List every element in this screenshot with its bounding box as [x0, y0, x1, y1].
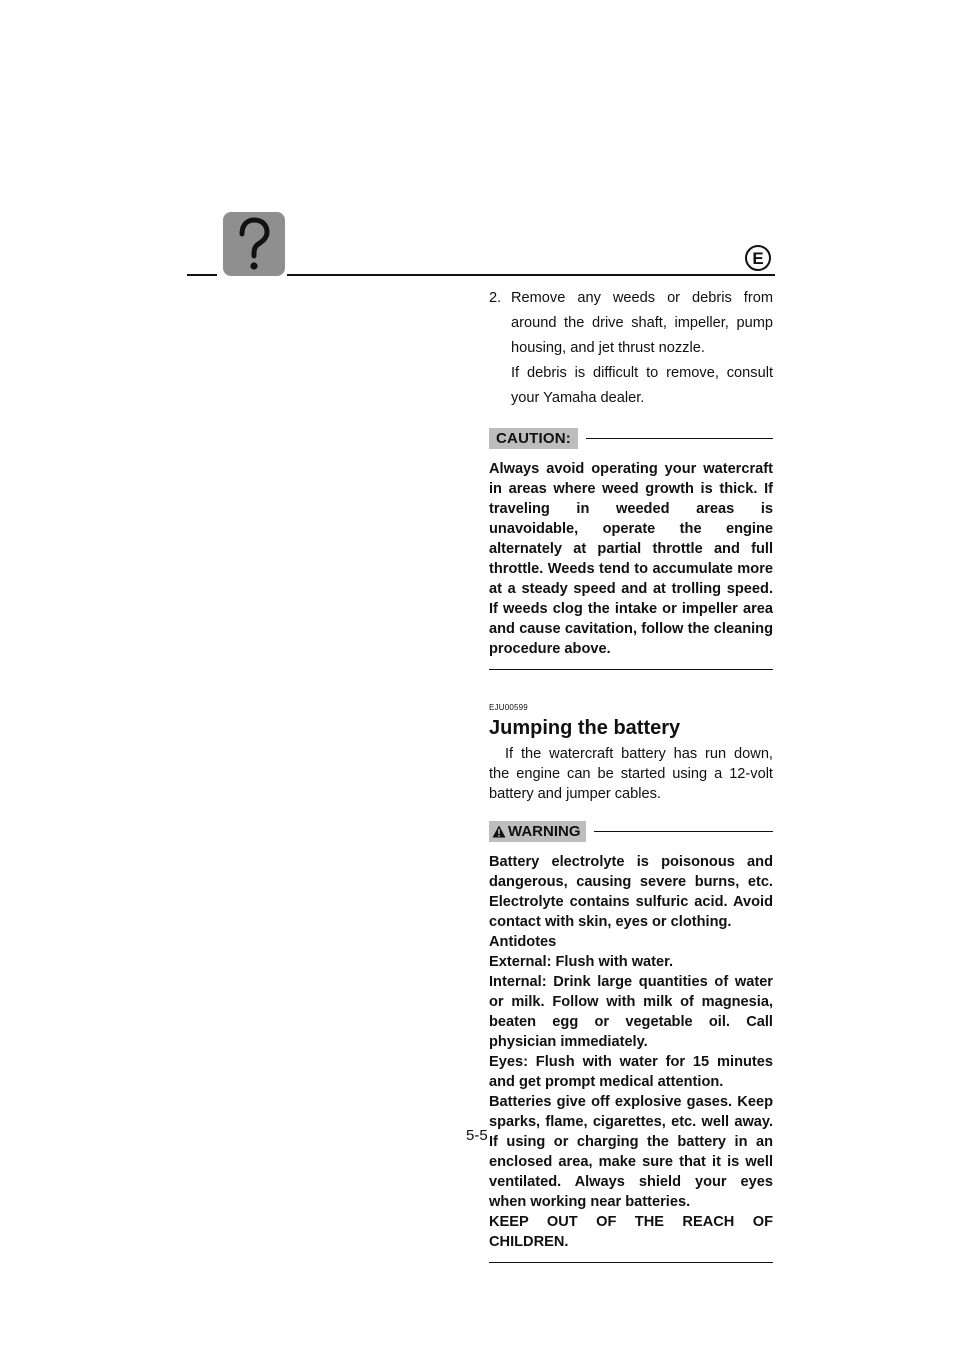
warning-label: WARNING [508, 822, 581, 840]
step-text [511, 286, 773, 411]
language-badge: E [745, 245, 771, 271]
caution-text: Always avoid operating your watercraft in areas where weed growth is thick. If traveling in weeded areas is unavoidable, operate the engine alternately at partial throttle and full throttle. Weeds tend to accumulate more at a steady speed and at trolling speed. If weeds clog the intake or impeller area and cause cavitation, follow the cleaning procedure above. [489, 461, 773, 657]
step-line: Remove any weeds or debris from around the drive shaft, impeller, pump housing, and jet thrust nozzle. [511, 290, 773, 356]
warning-rule [594, 831, 774, 832]
warning-line: Eyes: Flush with water for 15 minutes and get prompt medical attention. [489, 1054, 773, 1090]
warning-end-rule [489, 1262, 773, 1263]
warning-text [489, 852, 773, 1252]
warning-line: KEEP OUT OF THE REACH OF CHILDREN. [489, 1214, 773, 1250]
step-line: If debris is difficult to remove, consult your Yamaha dealer. [511, 365, 773, 406]
page-number: 5-5 [466, 1127, 488, 1144]
caution-header [489, 427, 773, 449]
warning-line: Batteries give off explosive gases. Keep sparks, flame, cigarettes, etc. well away. If using or charging the battery in an enclosed area, make sure that it is well ventilated. Always shield your eyes when working near batteries. [489, 1094, 773, 1210]
caution-end-rule [489, 669, 773, 670]
header-rule-right [287, 274, 775, 276]
warning-tag [489, 821, 586, 842]
warning-line: Antidotes [489, 934, 557, 950]
caution-rule [586, 438, 773, 439]
warning-header [489, 820, 773, 842]
warning-line: Battery electrolyte is poisonous and dangerous, causing severe burns, etc. Electrolyte contains sulfuric acid. Avoid contact with skin, eyes or clothing. [489, 854, 773, 930]
step-item [489, 286, 773, 411]
section-intro: If the watercraft battery has run down, the engine can be started using a 12-volt battery and jumper cables. [489, 746, 773, 802]
warning-triangle-icon [492, 825, 506, 838]
section-title: Jumping the battery [489, 717, 681, 739]
question-mark-icon [223, 212, 285, 276]
section-code: EJU00599 [489, 703, 528, 712]
caution-label: CAUTION: [489, 428, 578, 449]
header-rule-left [187, 274, 217, 276]
warning-line: External: Flush with water. [489, 954, 674, 970]
page-content [489, 286, 773, 1263]
step-number: 2. [489, 290, 502, 306]
warning-line: Internal: Drink large quantities of water or milk. Follow with milk of magnesia, beaten egg or vegetable oil. Call physician immediately. [489, 974, 773, 1050]
